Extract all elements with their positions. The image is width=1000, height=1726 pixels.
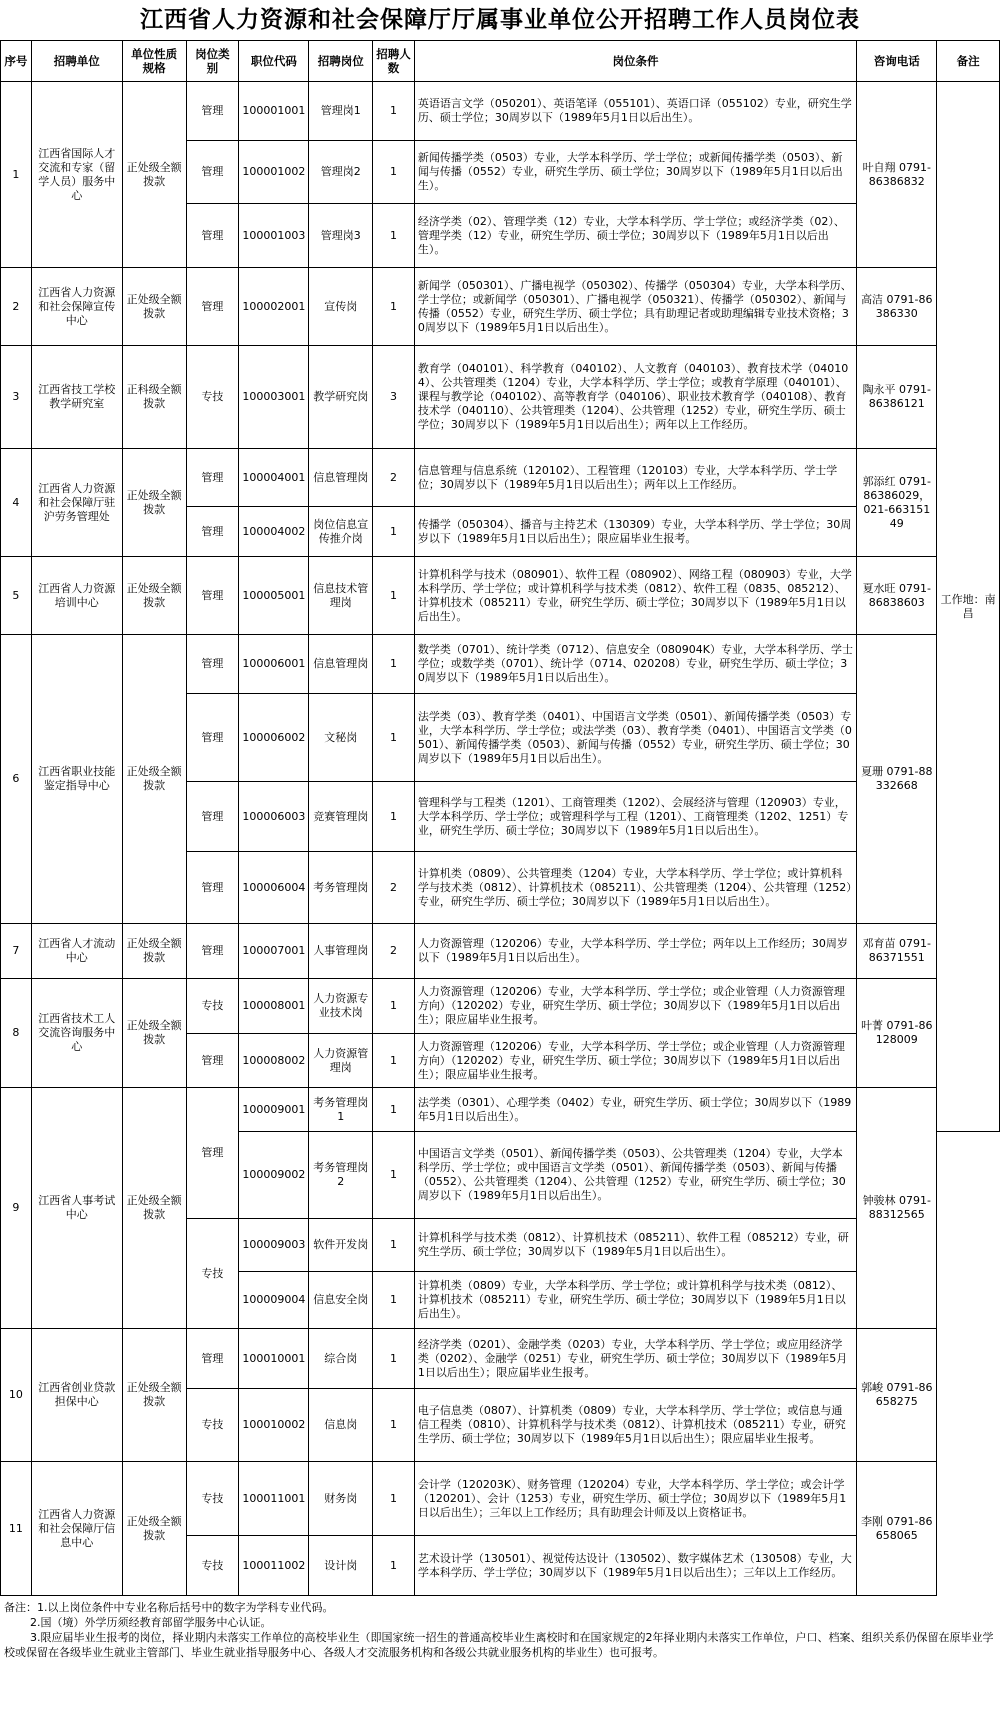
- position-category: 专技: [186, 1462, 239, 1536]
- position-code: 100009003: [239, 1219, 309, 1272]
- position-count: 1: [373, 694, 415, 782]
- unit-no: 11: [1, 1462, 32, 1596]
- position-conditions: 传播学（050304）、播音与主持艺术（130309）专业，大学本科学历、学士学位；30周岁以下（1989年5月1日以后出生）；限应届毕业生报考。: [414, 507, 856, 557]
- unit-no: 6: [1, 635, 32, 924]
- position-conditions: 计算机科学与技术（080901）、软件工程（080902）、网络工程（080903）专业，大学本科学历、学士学位；或计算机科学与技术类（0812）、软件工程（0835、085212）、计算机技术（085211）专业，研究生学历、硕士学位；30周岁以下（1989年5月1日以后出生）。: [414, 557, 856, 635]
- position-code: 100009001: [239, 1088, 309, 1132]
- notes-section: [0, 1596, 1000, 1660]
- position-category: 管理: [186, 694, 239, 782]
- unit-phone: 李刚 0791-86658065: [857, 1462, 937, 1596]
- unit-phone: 邓育苗 0791-86371551: [857, 924, 937, 979]
- position-category: 管理: [186, 82, 239, 141]
- unit-nature: 正处级全额拨款: [122, 924, 186, 979]
- position-conditions: 新闻传播学类（0503）专业，大学本科学历、学士学位；或新闻传播学类（0503）、新闻与传播（0552）专业，研究生学历、硕士学位；30周岁以下（1989年5月1日以后出生）。: [414, 141, 856, 204]
- position-conditions: 经济学类（0201）、金融学类（0203）专业，大学本科学历、学士学位；或应用经济学类（0202）、金融学（0251）专业，研究生学历、硕士学位；30周岁以下（1989年5月1日以后出生）；限应届毕业生报考。: [414, 1329, 856, 1389]
- position-category: 专技: [186, 979, 239, 1034]
- position-count: 1: [373, 82, 415, 141]
- unit-nature: 正处级全额拨款: [122, 1462, 186, 1596]
- table-row: [1, 924, 1000, 979]
- position-post: 人力资源专业技术岗: [309, 979, 373, 1034]
- position-category: 专技: [186, 1536, 239, 1596]
- position-post: 财务岗: [309, 1462, 373, 1536]
- position-code: 100005001: [239, 557, 309, 635]
- position-conditions: 经济学类（02）、管理学类（12）专业，大学本科学历、学士学位；或经济学类（02）、管理学类（12）专业，研究生学历、硕士学位；30周岁以下（1989年5月1日以后出生）。: [414, 204, 856, 268]
- note-line: 2.国（境）外学历须经教育部留学服务中心认证。: [30, 1616, 272, 1629]
- position-count: 1: [373, 1329, 415, 1389]
- unit-phone: 夏水旺 0791-86838603: [857, 557, 937, 635]
- unit-nature: 正处级全额拨款: [122, 1088, 186, 1329]
- position-post: 信息岗: [309, 1389, 373, 1462]
- unit-phone: 陶永平 0791-86386121: [857, 346, 937, 449]
- position-code: 100001001: [239, 82, 309, 141]
- position-post: 考务管理岗1: [309, 1088, 373, 1132]
- position-category: 管理: [186, 268, 239, 346]
- header-no: 序号: [1, 41, 32, 82]
- note-line: 备注：1.以上岗位条件中专业名称后括号中的数字为学科专业代码。: [4, 1601, 334, 1614]
- position-post: 信息管理岗: [309, 635, 373, 694]
- position-count: 1: [373, 204, 415, 268]
- position-code: 100009004: [239, 1272, 309, 1329]
- table-row: [1, 1088, 1000, 1132]
- header-category: 岗位类别: [186, 41, 239, 82]
- position-category: 管理: [186, 852, 239, 924]
- position-code: 100007001: [239, 924, 309, 979]
- position-post: 考务管理岗2: [309, 1132, 373, 1219]
- position-category: 管理: [186, 924, 239, 979]
- position-category: 管理: [186, 141, 239, 204]
- unit-phone: 郭峻 0791-86658275: [857, 1329, 937, 1462]
- position-count: 1: [373, 557, 415, 635]
- position-category: 管理: [186, 1329, 239, 1389]
- position-count: 2: [373, 852, 415, 924]
- table-header-row: [1, 41, 1000, 82]
- position-conditions: 计算机科学与技术类（0812）、计算机技术（085211）、软件工程（085212）专业，研究生学历、硕士学位；30周岁以下（1989年5月1日以后出生）。: [414, 1219, 856, 1272]
- header-code: 职位代码: [239, 41, 309, 82]
- unit-name: 江西省人事考试中心: [31, 1088, 122, 1329]
- position-count: 3: [373, 346, 415, 449]
- position-count: 2: [373, 449, 415, 507]
- position-post: 文秘岗: [309, 694, 373, 782]
- position-code: 100001002: [239, 141, 309, 204]
- unit-phone: 叶自翔 0791-86386832: [857, 82, 937, 268]
- unit-name: 江西省人才流动中心: [31, 924, 122, 979]
- position-conditions: 会计学（120203K）、财务管理（120204）专业，大学本科学历、学士学位；或会计学（120201）、会计（1253）专业，研究生学历、硕士学位；30周岁以下（1989年5月1日以后出生）；三年以上工作经历；具有助理会计师及以上资格证书。: [414, 1462, 856, 1536]
- position-category: 管理: [186, 449, 239, 507]
- position-count: 1: [373, 507, 415, 557]
- position-code: 100006001: [239, 635, 309, 694]
- position-conditions: 人力资源管理（120206）专业，大学本科学历、学士学位；或企业管理（人力资源管理方向）（120202）专业，研究生学历、硕士学位；30周岁以下（1989年5月1日以后出生）；限应届毕业生报考。: [414, 1034, 856, 1088]
- position-count: 1: [373, 1034, 415, 1088]
- position-table: [0, 40, 1000, 1596]
- unit-phone: 郭添红 0791-86386029，021-66315149: [857, 449, 937, 557]
- table-row: [1, 1462, 1000, 1536]
- position-code: 100006003: [239, 782, 309, 852]
- position-post: 人事管理岗: [309, 924, 373, 979]
- position-post: 岗位信息宣传推介岗: [309, 507, 373, 557]
- position-post: 教学研究岗: [309, 346, 373, 449]
- position-code: 100001003: [239, 204, 309, 268]
- table-row: [1, 635, 1000, 694]
- position-code: 100006004: [239, 852, 309, 924]
- unit-nature: 正处级全额拨款: [122, 449, 186, 557]
- position-conditions: 法学类（0301）、心理学类（0402）专业，研究生学历、硕士学位；30周岁以下（1989年5月1日以后出生）。: [414, 1088, 856, 1132]
- position-conditions: 计算机类（0809）、公共管理类（1204）专业，大学本科学历、学士学位；或计算机科学与技术类（0812）、计算机技术（085211）、公共管理类（1204）、公共管理（1252）专业，研究生学历、硕士学位；30周岁以下（1989年5月1日以后出生）。: [414, 852, 856, 924]
- position-code: 100002001: [239, 268, 309, 346]
- position-count: 1: [373, 141, 415, 204]
- position-count: 1: [373, 1536, 415, 1596]
- position-post: 软件开发岗: [309, 1219, 373, 1272]
- position-post: 考务管理岗: [309, 852, 373, 924]
- position-category: 管理: [186, 557, 239, 635]
- position-count: 1: [373, 268, 415, 346]
- position-post: 信息安全岗: [309, 1272, 373, 1329]
- position-conditions: 电子信息类（0807）、计算机类（0809）专业，大学本科学历、学士学位；或信息与通信工程类（0810）、计算机科学与技术类（0812）、计算机技术（085211）专业，研究生学历、硕士学位；30周岁以下（1989年5月1日以后出生）；限应届毕业生报考。: [414, 1389, 856, 1462]
- position-count: 1: [373, 1132, 415, 1219]
- header-conditions: 岗位条件: [414, 41, 856, 82]
- unit-phone: 钟骏林 0791-88312565: [857, 1088, 937, 1329]
- table-row: [1, 1329, 1000, 1389]
- unit-no: 7: [1, 924, 32, 979]
- unit-nature: 正处级全额拨款: [122, 1329, 186, 1462]
- table-row: [1, 268, 1000, 346]
- unit-no: 2: [1, 268, 32, 346]
- position-post: 竞赛管理岗: [309, 782, 373, 852]
- table-row: [1, 82, 1000, 141]
- position-count: 1: [373, 1462, 415, 1536]
- unit-no: 9: [1, 1088, 32, 1329]
- position-post: 信息技术管理岗: [309, 557, 373, 635]
- unit-name: 江西省国际人才交流和专家（留学人员）服务中心: [31, 82, 122, 268]
- position-post: 综合岗: [309, 1329, 373, 1389]
- position-code: 100009002: [239, 1132, 309, 1219]
- position-count: 1: [373, 1389, 415, 1462]
- position-category: 管理: [186, 1034, 239, 1088]
- position-code: 100011001: [239, 1462, 309, 1536]
- unit-name: 江西省人力资源培训中心: [31, 557, 122, 635]
- position-code: 100010001: [239, 1329, 309, 1389]
- position-conditions: 教育学（040101）、科学教育（040102）、人文教育（040103）、教育技术学（040104）、公共管理类（1204）专业，大学本科学历、学士学位；或教育学原理（040101）、课程与教学论（040102）、高等教育学（040106）、职业技术教育学（040108）、教育技术学（040110）、公共管理类（1204）、公共管理（1252）专业，研究生学历、硕士学位；30周岁以下（1989年5月1日以后出生）；两年以上工作经历。: [414, 346, 856, 449]
- position-code: 100006002: [239, 694, 309, 782]
- position-conditions: 计算机类（0809）专业，大学本科学历、学士学位；或计算机科学与技术类（0812）、计算机技术（085211）专业，研究生学历、硕士学位；30周岁以下（1989年5月1日以后出生）。: [414, 1272, 856, 1329]
- unit-no: 10: [1, 1329, 32, 1462]
- position-code: 100004002: [239, 507, 309, 557]
- unit-no: 8: [1, 979, 32, 1088]
- table-row: [1, 979, 1000, 1034]
- unit-nature: 正处级全额拨款: [122, 635, 186, 924]
- position-post: 人力资源管理岗: [309, 1034, 373, 1088]
- unit-nature: 正处级全额拨款: [122, 82, 186, 268]
- unit-name: 江西省技术工人交流咨询服务中心: [31, 979, 122, 1088]
- position-post: 管理岗2: [309, 141, 373, 204]
- unit-no: 4: [1, 449, 32, 557]
- table-row: [1, 557, 1000, 635]
- header-post: 招聘岗位: [309, 41, 373, 82]
- position-conditions: 数学类（0701）、统计学类（0712）、信息安全（080904K）专业，大学本科学历、学士学位；或数学类（0701）、统计学（0714、020208）专业，研究生学历、硕士学位；30周岁以下（1989年5月1日以后出生）。: [414, 635, 856, 694]
- position-conditions: 艺术设计学（130501）、视觉传达设计（130502）、数字媒体艺术（130508）专业，大学本科学历、学士学位；30周岁以下（1989年5月1日以后出生）；三年以上工作经历。: [414, 1536, 856, 1596]
- unit-name: 江西省人力资源和社会保障厅驻沪劳务管理处: [31, 449, 122, 557]
- position-category: 管理: [186, 635, 239, 694]
- header-unit: 招聘单位: [31, 41, 122, 82]
- position-conditions: 英语语言文学（050201）、英语笔译（055101）、英语口译（055102）专业，研究生学历、硕士学位；30周岁以下（1989年5月1日以后出生）。: [414, 82, 856, 141]
- header-count: 招聘人数: [373, 41, 415, 82]
- unit-phone: 叶菁 0791-86128009: [857, 979, 937, 1088]
- position-conditions: 新闻学（050301）、广播电视学（050302）、传播学（050304）专业，大学本科学历、学士学位；或新闻学（050301）、广播电视学（050321）、传播学（050302）、新闻与传播（0552）专业，研究生学历、硕士学位；具有助理记者或助理编辑专业技术资格；30周岁以下（1989年5月1日以后出生）。: [414, 268, 856, 346]
- position-category: 专技: [186, 1389, 239, 1462]
- position-post: 宣传岗: [309, 268, 373, 346]
- position-post: 管理岗1: [309, 82, 373, 141]
- position-post: 信息管理岗: [309, 449, 373, 507]
- unit-phone: 高洁 0791-86386330: [857, 268, 937, 346]
- unit-nature: 正处级全额拨款: [122, 268, 186, 346]
- position-category: 管理: [186, 204, 239, 268]
- position-category: 管理: [186, 507, 239, 557]
- position-code: 100010002: [239, 1389, 309, 1462]
- position-conditions: 法学类（03）、教育学类（0401）、中国语言文学类（0501）、新闻传播学类（0503）专业，大学本科学历、学士学位；或法学类（03）、教育学类（0401）、中国语言文学类（0501）、新闻传播学类（0503）、新闻与传播（0552）专业，研究生学历、硕士学位；30周岁以下（1989年5月1日以后出生）。: [414, 694, 856, 782]
- unit-name: 江西省技工学校教学研究室: [31, 346, 122, 449]
- position-post: 管理岗3: [309, 204, 373, 268]
- unit-no: 5: [1, 557, 32, 635]
- position-count: 2: [373, 924, 415, 979]
- unit-nature: 正处级全额拨款: [122, 979, 186, 1088]
- position-conditions: 中国语言文学类（0501）、新闻传播学类（0503）、公共管理类（1204）专业，大学本科学历、学士学位；或中国语言文学类（0501）、新闻传播学类（0503）、新闻与传播（0552）、公共管理类（1204）、公共管理（1252）专业，研究生学历、硕士学位；30周岁以下（1989年5月1日以后出生）。: [414, 1132, 856, 1219]
- position-count: 1: [373, 1219, 415, 1272]
- unit-phone: 夏珊 0791-88332668: [857, 635, 937, 924]
- position-code: 100004001: [239, 449, 309, 507]
- position-count: 1: [373, 782, 415, 852]
- position-conditions: 管理科学与工程类（1201）、工商管理类（1202）、会展经济与管理（120903）专业，大学本科学历、学士学位；或管理科学与工程（1201）、工商管理类（1202、1251）专业，研究生学历、硕士学位；30周岁以下（1989年5月1日以后出生）。: [414, 782, 856, 852]
- position-category: 管理: [186, 782, 239, 852]
- header-phone: 咨询电话: [857, 41, 937, 82]
- page-title: 江西省人力资源和社会保障厅厅属事业单位公开招聘工作人员岗位表: [140, 6, 860, 33]
- position-conditions: 人力资源管理（120206）专业，大学本科学历、学士学位；或企业管理（人力资源管理方向）（120202）专业，研究生学历、硕士学位；30周岁以下（1989年5月1日以后出生）；限应届毕业生报考。: [414, 979, 856, 1034]
- position-count: 1: [373, 1088, 415, 1132]
- unit-no: 1: [1, 82, 32, 268]
- position-code: 100003001: [239, 346, 309, 449]
- position-code: 100008001: [239, 979, 309, 1034]
- position-category: 管理: [186, 1088, 239, 1219]
- remark-cell: 工作地：南昌: [937, 82, 1000, 1132]
- position-count: 1: [373, 1272, 415, 1329]
- position-category: 专技: [186, 346, 239, 449]
- position-count: 1: [373, 979, 415, 1034]
- position-code: 100008002: [239, 1034, 309, 1088]
- table-row: [1, 449, 1000, 507]
- unit-name: 江西省人力资源和社会保障厅信息中心: [31, 1462, 122, 1596]
- table-row: [1, 346, 1000, 449]
- header-nature: 单位性质规格: [122, 41, 186, 82]
- unit-name: 江西省职业技能鉴定指导中心: [31, 635, 122, 924]
- position-category: 专技: [186, 1219, 239, 1329]
- unit-name: 江西省人力资源和社会保障宣传中心: [31, 268, 122, 346]
- position-conditions: 信息管理与信息系统（120102）、工程管理（120103）专业，大学本科学历、学士学位；30周岁以下（1989年5月1日以后出生）；两年以上工作经历。: [414, 449, 856, 507]
- position-count: 1: [373, 635, 415, 694]
- unit-nature: 正科级全额拨款: [122, 346, 186, 449]
- note-line: 3.限应届毕业生报考的岗位，择业期内未落实工作单位的高校毕业生（即国家统一招生的普通高校毕业生离校时和在国家规定的2年择业期内未落实工作单位，户口、档案、组织关系仍保留在原毕业学校或保留在各级毕业生就业主管部门、毕业生就业指导服务中心、各级人才交流服务机构和各级公共就业服务机构的毕业生）也可报考。: [4, 1631, 994, 1659]
- header-remark: 备注: [937, 41, 1000, 82]
- unit-nature: 正处级全额拨款: [122, 557, 186, 635]
- unit-name: 江西省创业贷款担保中心: [31, 1329, 122, 1462]
- position-post: 设计岗: [309, 1536, 373, 1596]
- position-conditions: 人力资源管理（120206）专业，大学本科学历、学士学位；两年以上工作经历；30周岁以下（1989年5月1日以后出生）。: [414, 924, 856, 979]
- position-code: 100011002: [239, 1536, 309, 1596]
- unit-no: 3: [1, 346, 32, 449]
